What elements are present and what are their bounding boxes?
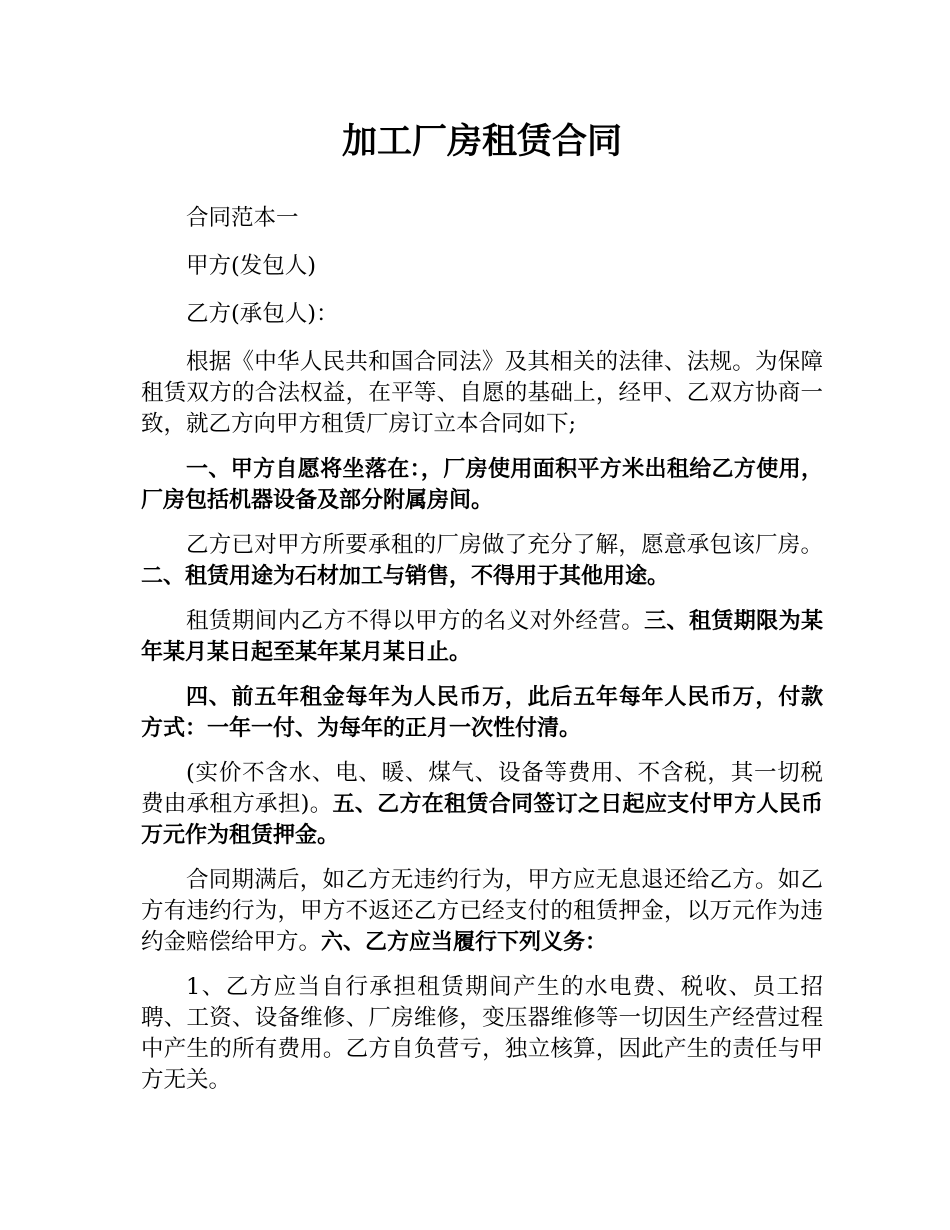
clause-3-text: 三、租赁期限为某年某月某日起至某年某月某日止。	[141, 609, 823, 665]
clause-1-paragraph	[141, 454, 823, 516]
obligation-item-1: 1、乙方应当自行承担租赁期间产生的水电费、税收、员工招聘、工资、设备维修、厂房维修，变压器维修等一切因生产经营过程中产生的所有费用。乙方自负营亏，独立核算，因此产生的责任与甲方无关。	[141, 974, 823, 1093]
document-title: 加工厂房租赁合同	[341, 122, 622, 162]
paragraph-3-text: 乙方已对甲方所要承租的厂房做了充分了解，愿意承包该厂房。	[186, 532, 823, 558]
intro-paragraph: 根据《中华人民共和国合同法》及其相关的法律、法规。为保障租赁双方的合法权益，在平等、自愿的基础上，经甲、乙双方协商一致，就乙方向甲方租赁厂房订立本合同如下;	[141, 349, 823, 437]
document-body	[141, 203, 823, 1110]
party-a-line: 甲方(发包人)	[186, 253, 317, 279]
clause-5-text: 五、乙方在租赁合同签订之日起应支付甲方人民币万元作为租赁押金。	[141, 792, 823, 848]
paragraph-7	[141, 865, 823, 958]
paragraph-4	[141, 606, 823, 668]
clause-6-text: 六、乙方应当履行下列义务：	[321, 930, 608, 955]
sample-line: 合同范本一	[186, 205, 299, 231]
paragraph-6-text: (实价不含水、电、暖、煤气、设备等费用、不含税，其一切税费由承租方承担)。	[141, 760, 823, 817]
clause-4-text: 四、前五年租金每年为人民币万，此后五年每年人民币万，付款方式：一年一付、为每年的正月一次性付清。	[141, 685, 823, 741]
paragraph-4-text: 租赁期间内乙方不得以甲方的名义对外经营。	[186, 608, 645, 634]
party-b-line: 乙方(承包人)：	[186, 301, 339, 327]
paragraph-3	[141, 530, 823, 592]
clause-4-paragraph	[141, 682, 823, 744]
paragraph-6	[141, 758, 823, 851]
paragraph-7-text: 合同期满后，如乙方无违约行为，甲方应无息退还给乙方。如乙方有违约行为，甲方不返还乙方已经支付的租赁押金，以万元作为违约金赔偿给甲方。	[141, 867, 823, 955]
clause-1-text: 一、甲方自愿将坐落在：，厂房使用面积平方米出租给乙方使用，厂房包括机器设备及部分附属房间。	[141, 457, 823, 513]
clause-2-text: 二、租赁用途为石材加工与销售，不得用于其他用途。	[141, 564, 670, 589]
